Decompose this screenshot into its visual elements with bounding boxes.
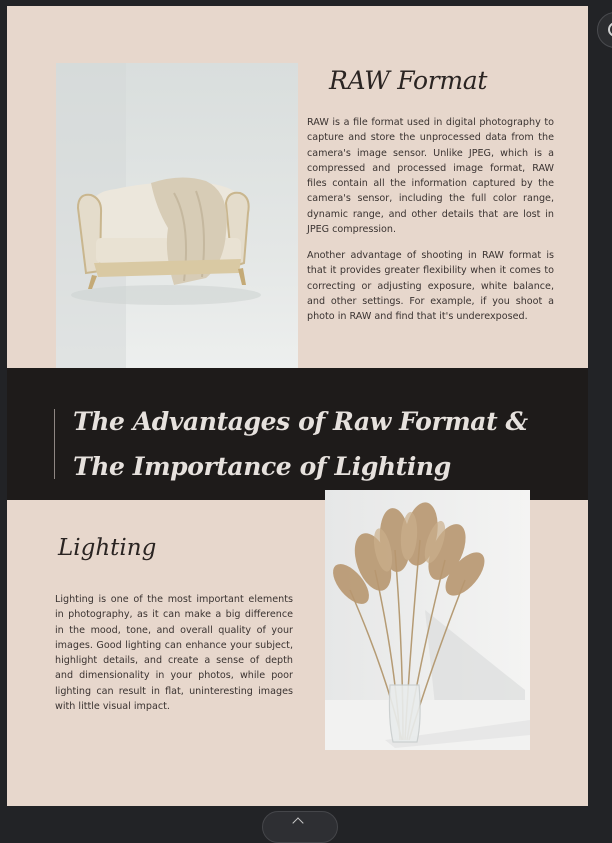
banner-title xyxy=(73,399,528,489)
raw-format-paragraph-2: Another advantage of shooting in RAW format is that it provides greater flexibility when it comes to correcting or adjusting exposure, white balance, and other settings. For example, if you shoot a photo in RAW and find that it's underexposed. xyxy=(307,250,554,323)
lighting-heading: Lighting xyxy=(58,535,157,561)
armchair-photo xyxy=(56,63,298,381)
banner-title-line-1: The Advantages of Raw Format & xyxy=(73,407,528,436)
circle-icon xyxy=(608,22,612,37)
raw-format-paragraph-1: RAW is a file format used in digital photography to capture and store the unprocessed data from the camera's image sensor. Unlike JPEG, which is a compressed and processed image format, RAW files contain all the information captured by the camera's sensor, including the full color range, dynamic range, and other details that are lost in JPEG compression. xyxy=(307,117,554,236)
raw-format-heading: RAW Format xyxy=(329,66,488,95)
lighting-paragraph: Lighting is one of the most important elements in photography, as it can make a big difference in the mood, tone, and overall quality of your images. Good lighting can enhance your subject, highlight details, and create a sense of depth and dimensionality in your photos, while poor lighting can result in flat, uninteresting images with little visual impact. xyxy=(55,594,293,713)
chevron-up-icon xyxy=(292,817,303,828)
scroll-up-button[interactable] xyxy=(262,811,338,843)
pampas-grass-photo xyxy=(325,490,530,750)
document-page xyxy=(7,6,588,806)
banner-divider xyxy=(54,409,55,479)
banner-title-line-2: The Importance of Lighting xyxy=(73,452,451,481)
corner-button[interactable] xyxy=(597,12,612,48)
title-banner xyxy=(7,368,588,500)
